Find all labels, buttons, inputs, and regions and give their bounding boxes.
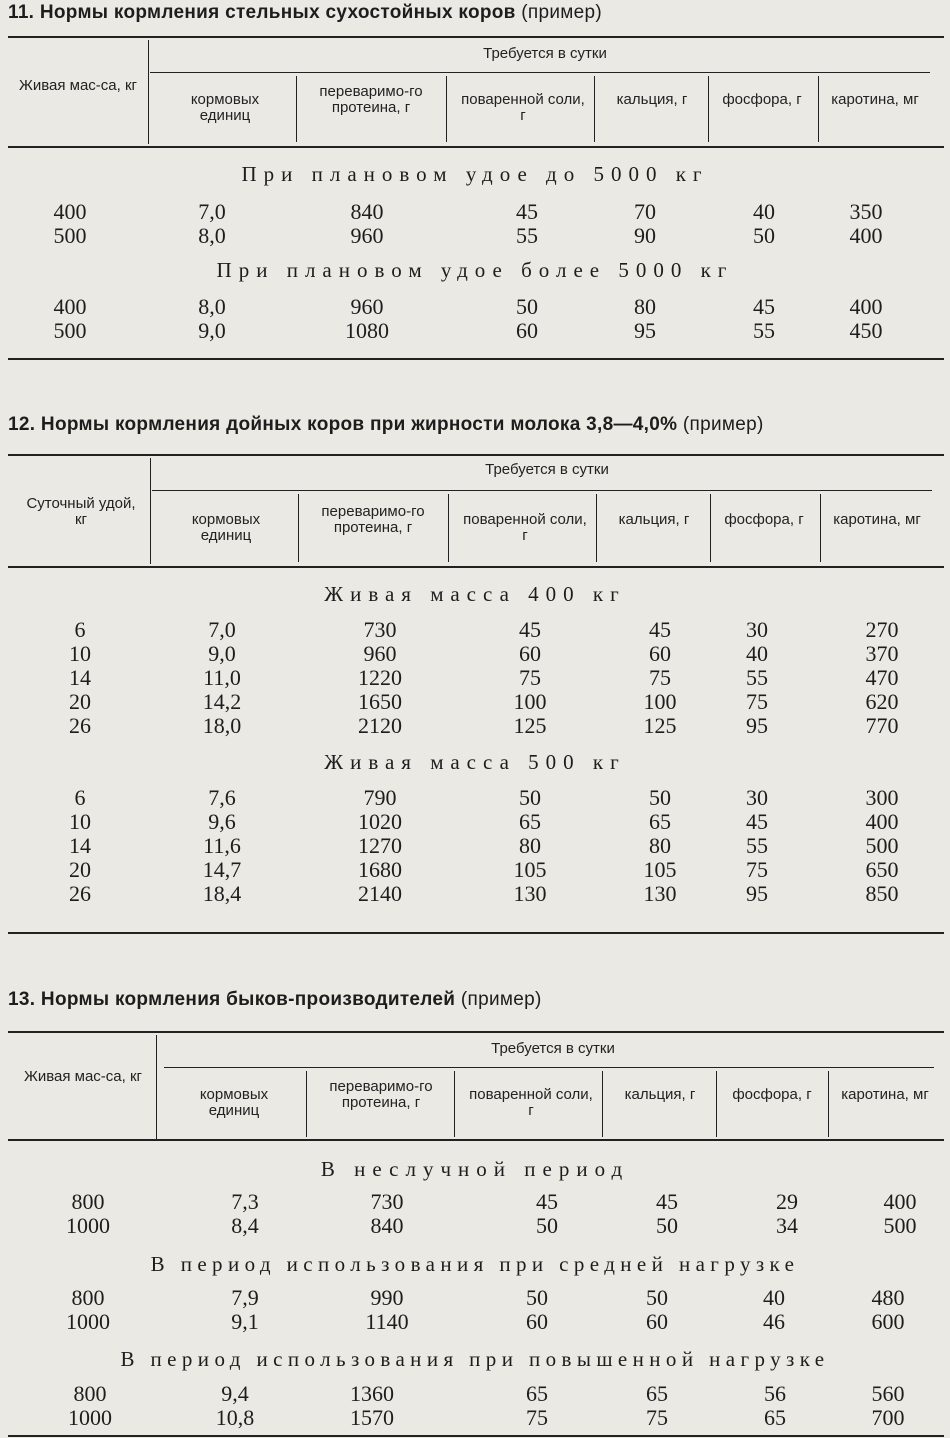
header-divider [602,1071,603,1137]
header-divider [454,1071,455,1137]
header-protein: переваримо-го протеина, г [319,83,423,116]
header-calcium: кальция, г [618,511,690,528]
group-label: Живая масса 500 кг [324,750,626,774]
header-feed-units: кормовых единиц [190,91,260,124]
header-first-col: Живая мас-са, кг [23,1068,143,1085]
header-divider [594,76,595,142]
group-label: Живая масса 400 кг [324,582,626,606]
header-first-col: Суточный удой, кг [26,495,136,528]
header-divider [708,76,709,142]
group-label: В неслучной период [320,1157,630,1181]
table-11-title: 11. Нормы кормления стельных сухостойных коров (пример) [8,2,602,23]
group-label: При плановом удое до 5000 кг [241,162,709,186]
header-divider [448,494,449,562]
table-row: 800 7,3 730 45 45 29 400 [71,1189,917,1214]
table-row: 800 7,9 990 50 50 40 480 [71,1285,905,1310]
header-bottom-rule [8,1139,944,1141]
group-label: В период использования при средней нагрузке [150,1252,800,1276]
group-label: В период использования при повышенной нагрузке [120,1347,830,1371]
header-protein: переваримо-го протеина, г [321,503,425,536]
header-phosphorus: фосфора, г [724,511,804,528]
table-row: 1000 10,8 1570 75 75 65 700 [68,1405,905,1430]
table-row: 26 18,0 2120 125 125 95 770 [69,713,899,738]
header-salt: поваренной соли, г [461,91,585,124]
table-11-bottom-rule [8,358,944,360]
header-divider [820,494,821,562]
header-carotene: каротина, мг [841,1086,929,1103]
header-divider [710,494,711,562]
table-row: 400 7,0 840 45 70 40 350 [53,199,883,224]
header-divider [150,458,151,564]
header-divider [164,1067,934,1068]
table-row: 800 9,4 1360 65 65 56 560 [73,1381,905,1406]
header-feed-units: кормовых единиц [191,511,261,544]
header-divider [298,494,299,562]
header-salt: поваренной соли, г [469,1086,593,1119]
table-row: 500 9,0 1080 60 95 55 450 [53,318,883,343]
table-13-title: 13. Нормы кормления быков-производителей (пример) [8,989,542,1010]
header-phosphorus: фосфора, г [732,1086,812,1103]
table-row: 14 11,0 1220 75 75 55 470 [69,665,899,690]
table-row: 20 14,2 1650 100 100 75 620 [69,689,899,714]
header-carotene: каротина, мг [831,91,919,108]
header-divider [156,1035,157,1139]
table-row: 6 7,0 730 45 45 30 270 [74,617,899,642]
header-required-per-day: Требуется в сутки [491,1040,615,1057]
table-11-top-rule [8,36,944,38]
header-calcium: кальция, г [624,1086,696,1103]
header-required-per-day: Требуется в сутки [485,461,609,478]
table-row: 6 7,6 790 50 50 30 300 [74,785,899,810]
header-carotene: каротина, мг [833,511,921,528]
header-divider [150,72,930,73]
header-phosphorus: фосфора, г [722,91,802,108]
header-bottom-rule [8,146,944,148]
table-12-top-rule [8,454,944,456]
table-row: 1000 8,4 840 50 50 34 500 [66,1213,917,1238]
table-row: 14 11,6 1270 80 80 55 500 [69,833,899,858]
header-divider [828,1071,829,1137]
header-divider [152,490,932,491]
header-bottom-rule [8,566,944,568]
header-divider [716,1071,717,1137]
header-first-col: Живая мас-са, кг [18,77,138,94]
header-divider [818,76,819,142]
table-12-title: 12. Нормы кормления дойных коров при жирности молока 3,8—4,0% (пример) [8,414,764,435]
group-label: При плановом удое более 5000 кг [216,258,734,282]
header-divider [148,40,149,144]
header-calcium: кальция, г [616,91,688,108]
header-divider [296,76,297,142]
table-13-top-rule [8,1031,944,1033]
table-row: 26 18,4 2140 130 130 95 850 [69,881,899,906]
header-divider [596,494,597,562]
table-13-bottom-rule [8,1435,944,1437]
table-row: 10 9,6 1020 65 65 45 400 [69,809,899,834]
header-divider [446,76,447,142]
header-divider [306,1071,307,1137]
header-protein: переваримо-го протеина, г [329,1078,433,1111]
table-row: 1000 9,1 1140 60 60 46 600 [66,1309,905,1334]
table-row: 500 8,0 960 55 90 50 400 [53,223,883,248]
header-required-per-day: Требуется в сутки [483,45,607,62]
header-salt: поваренной соли, г [463,511,587,544]
table-12-bottom-rule [8,932,944,934]
table-row: 10 9,0 960 60 60 40 370 [69,641,899,666]
table-row: 20 14,7 1680 105 105 75 650 [69,857,899,882]
header-feed-units: кормовых единиц [199,1086,269,1119]
table-row: 400 8,0 960 50 80 45 400 [53,294,883,319]
